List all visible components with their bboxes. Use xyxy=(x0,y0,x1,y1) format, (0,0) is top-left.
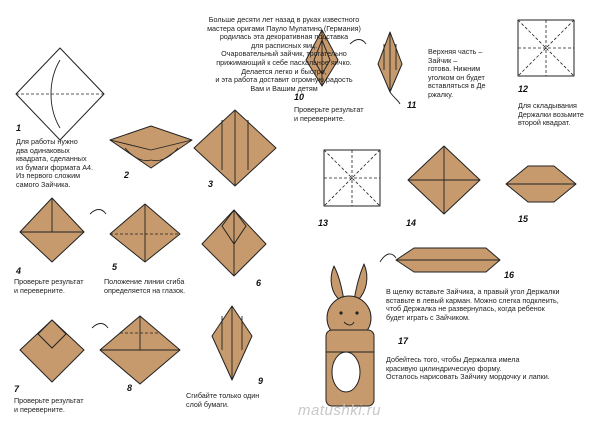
step-12-diagram xyxy=(518,20,574,76)
step-7-text: Проверьте результат и переверните. xyxy=(14,396,84,414)
step-15-number: 15 xyxy=(518,214,529,224)
intro-text: Больше десяти лет назад в руках известного мастера оригами Пауло Мулатино (Германия) родилась эта декоративная подставка для расписных яиц. Очаровательный зайчик, трогательно прижимающий к себе пасхальное яичко. Делается легко и быстро, и эта работа доставит огромную радость Вам и Вашим детям xyxy=(207,15,361,93)
step-7-number: 7 xyxy=(14,384,20,394)
step-6-diagram xyxy=(202,210,266,276)
step-2-number: 2 xyxy=(124,170,130,180)
step-12-text: Для складывания Держалки возьмите второй квадрат. xyxy=(518,101,584,128)
step-17-bunny xyxy=(326,264,374,406)
step-13-diagram xyxy=(324,150,380,206)
step-4-diagram xyxy=(20,198,106,262)
step-7-diagram xyxy=(20,320,108,382)
step-11-number: 11 xyxy=(407,100,417,110)
step-3-number: 3 xyxy=(208,179,214,189)
step-3-diagram xyxy=(194,110,276,186)
step-10-text: Проверьте результат и переверните. xyxy=(294,105,364,123)
step-9-diagram xyxy=(212,306,252,380)
step-9-number: 9 xyxy=(258,376,264,386)
step-8-number: 8 xyxy=(127,383,133,393)
step-12-number: 12 xyxy=(518,84,529,94)
step-14-diagram xyxy=(408,146,480,214)
step-16-text: В щелку вставьте Зайчика, а правый угол Держалки вставьте в левый карман. Можно слегка подклеить, чтоб Держалка не развернулась, когда ребенок будет играть с Зайчиком. xyxy=(386,287,560,322)
step-9-text: Сгибайте только один слой бумаги. xyxy=(186,391,260,409)
step-14-number: 14 xyxy=(406,218,417,228)
step-5-number: 5 xyxy=(112,262,118,272)
step-5-diagram xyxy=(110,204,180,262)
step-5-text: Положение линии сгиба определяется на глазок. xyxy=(104,277,186,295)
step-1-diagram xyxy=(16,48,104,140)
step-11-text: Верхняя часть – Зайчик – готова. Нижним уголком он будет вставляться в Де ржалку. xyxy=(428,47,486,99)
step-13-number: 13 xyxy=(318,218,329,228)
step-4-text: Проверьте результат и переверните. xyxy=(14,277,84,295)
step-4-number: 4 xyxy=(16,266,22,276)
step-16-number: 16 xyxy=(504,270,515,280)
step-17-number: 17 xyxy=(398,336,409,346)
step-6-number: 6 xyxy=(256,278,262,288)
step-15-diagram xyxy=(506,166,576,202)
step-17-text: Добейтесь того, чтобы Держалка имела красивую цилиндрическую форму. Осталось нарисовать Зайчику мордочку и лапки. xyxy=(386,355,550,382)
step-16-diagram xyxy=(380,248,500,272)
step-10-number: 10 xyxy=(294,92,305,102)
step-2-diagram xyxy=(110,126,192,168)
watermark: matushki.ru xyxy=(298,402,382,419)
step-1-number: 1 xyxy=(16,123,22,133)
step-8-diagram xyxy=(100,316,180,384)
step-1-text: Для работы нужно два одинаковых квадрата, сделанных из бумаги формата А4. Из первого сложим самого Зайчика. xyxy=(16,137,94,189)
